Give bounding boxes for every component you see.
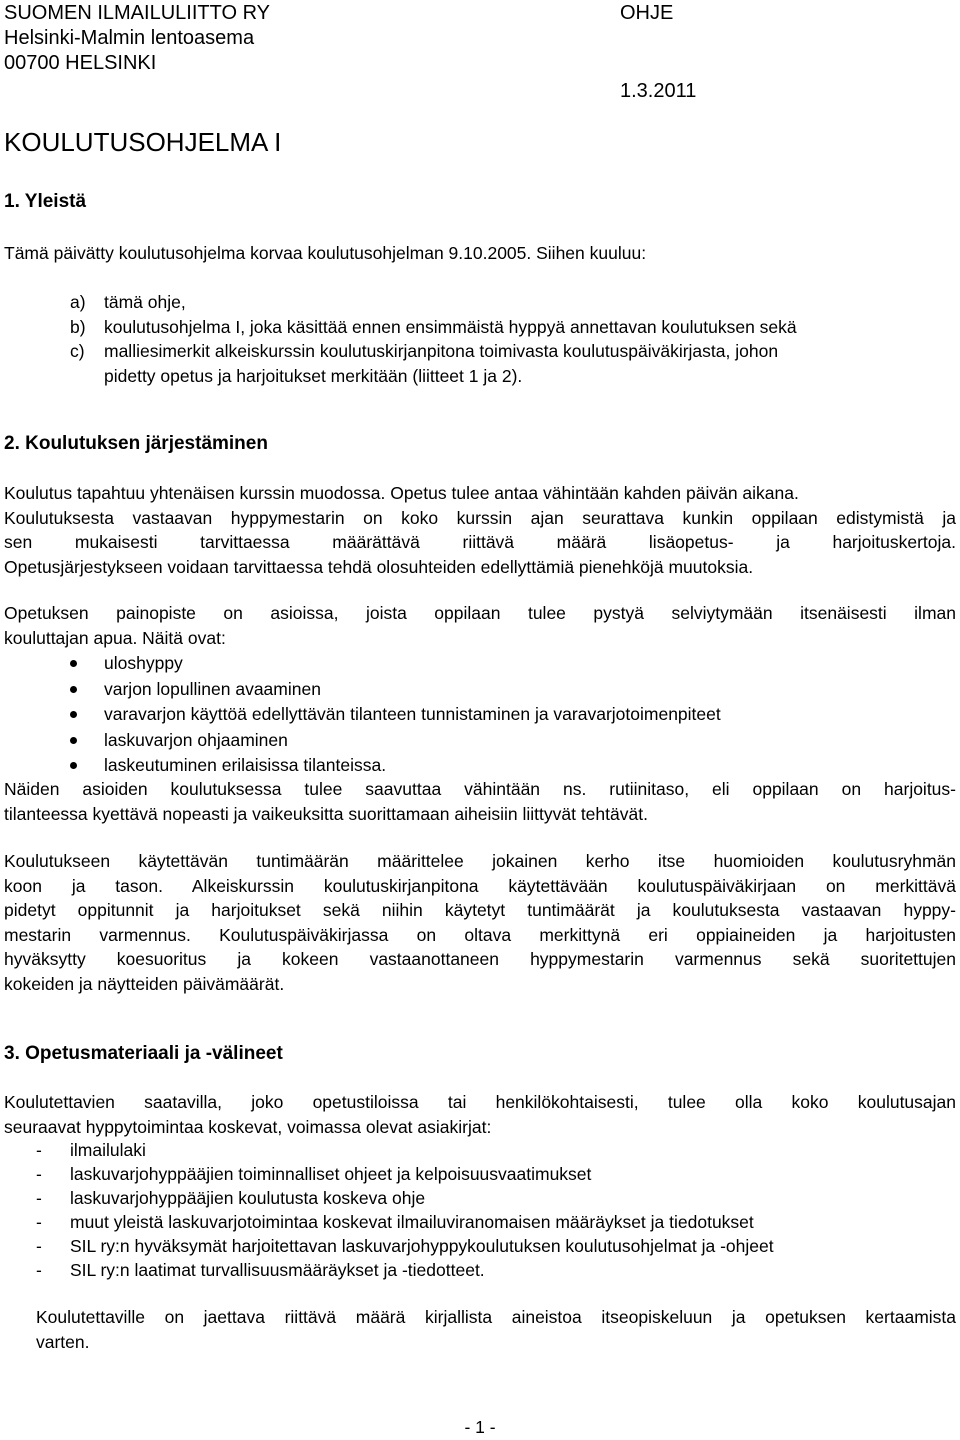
org-location: Helsinki-Malmin lentoasema [4,27,255,49]
list-item-text: varjon lopullinen avaaminen [104,678,321,699]
list-marker: b) [70,316,86,337]
section-3-heading: 3. Opetusmateriaali ja -välineet [4,1043,283,1064]
section-1-intro: Tämä päivätty koulutusohjelma korvaa koulutusohjelman 9.10.2005. Siihen kuuluu: [4,243,647,263]
list-item-text: SIL ry:n laatimat turvallisuusmääräykset ja -tiedotteet. [70,1260,485,1280]
text-line: seuraavat hyppytoimintaa koskevat, voimassa olevat asiakirjat: [4,1116,492,1137]
text-line: Koulutukseen käytettävän tuntimäärän määrittelee jokainen kerho itse huomioiden koulutusryhmän [4,851,956,871]
dash-marker: - [36,1164,42,1184]
list-item-text: laskuvarjohyppääjien koulutusta koskeva ohje [70,1188,426,1208]
text-line: tilanteessa kyettävä nopeasti ja vaikeuksitta suorittamaan aiheisiin liittyvät tehtävät. [4,803,648,824]
bullet-icon [70,711,77,718]
text-line: mestarin varmennus. Koulutuspäiväkirjassa on oltava merkittynä eri oppiaineiden ja harjoitusten [4,924,956,945]
organization-address [4,1,270,76]
text-line: Koulutettavien saatavilla, joko opetustiloissa tai henkilökohtaisesti, tulee olla koko koulutusajan [4,1092,956,1112]
text-line: Koulutus tapahtuu yhtenäisen kurssin muodossa. Opetus tulee antaa vähintään kahden päivän aikana. [4,483,799,503]
bullet-icon [70,762,77,769]
list-item [4,1210,956,1234]
text-line: varten. [36,1331,90,1352]
list-item-text: muut yleistä laskuvarjotoimintaa koskevat ilmailuviranomaisen määräykset ja tiedotukset [70,1212,754,1232]
dash-marker: - [36,1212,42,1232]
text-line: Näiden asioiden koulutuksessa tulee saavuttaa vähintään ns. rutiinitaso, eli oppilaan on harjoitus- [4,779,956,799]
text-line: Opetusjärjestykseen voidaan tarvittaessa tehdä olosuhteiden edellyttämiä pienehköjä muutoksia. [4,556,754,577]
list-item [4,1186,956,1210]
list-item [4,1138,956,1162]
list-marker: c) [70,341,85,361]
list-item [4,1258,956,1282]
org-postal: 00700 HELSINKI [4,52,157,74]
list-item [4,702,956,728]
list-item [4,339,956,388]
section-2-paragraph-3 [4,777,956,826]
text-line: sen mukaisesti tarvittaessa määrättävä riittävä määrä lisäopetus- ja harjoituskertoja. [4,532,956,552]
list-item-text: tämä ohje, [104,292,186,312]
list-item [4,290,956,315]
dash-marker: - [36,1236,42,1256]
section-1-heading: 1. Yleistä [4,191,87,212]
section-3-paragraph-2 [36,1305,956,1354]
text-line: kouluttajan apua. Näitä ovat: [4,627,226,648]
list-item-text-cont: pidetty opetus ja harjoitukset merkitään (liitteet 1 ja 2). [104,365,523,386]
list-item-text: malliesimerkit alkeiskurssin koulutuskirjanpitona toimivasta koulutuspäiväkirjasta, johon [104,341,779,361]
list-item-text: laskeutuminen erilaisissa tilanteissa. [104,755,387,775]
list-item-text: SIL ry:n hyväksymät harjoitettavan laskuvarjohyppykoulutuksen koulutusohjelmat ja -ohjeet [70,1236,774,1256]
text-line: hyväksytty koesuoritus ja kokeen vastaanottaneen hyppymestarin varmennus sekä suoritettujen [4,949,956,969]
org-name: SUOMEN ILMAILULIITTO RY [4,2,270,24]
section-3-paragraph-1 [4,1090,956,1139]
bullet-icon [70,737,77,744]
section-2-heading: 2. Koulutuksen järjestäminen [4,433,268,454]
section-2-bullet-list [4,651,956,779]
bullet-icon [70,686,77,693]
list-item [4,728,956,754]
text-line: kokeiden ja näytteiden päivämäärät. [4,973,285,994]
list-item-text: uloshyppy [104,653,183,673]
list-item-text: laskuvarjohyppääjien toiminnalliset ohjeet ja kelpoisuusvaatimukset [70,1164,592,1184]
text-line: koon ja tason. Alkeiskurssin koulutuskirjanpitona käytettävään koulutuspäiväkirjaan on merkittävä [4,875,956,896]
list-item-text: koulutusohjelma I, joka käsittää ennen ensimmäistä hyppyä annettavan koulutuksen sekä [104,316,797,337]
list-item [4,315,956,340]
section-1-list [4,290,956,388]
list-item [4,753,956,779]
dash-marker: - [36,1188,42,1208]
dash-marker: - [36,1140,42,1160]
text-line: Opetuksen painopiste on asioissa, joista oppilaan tulee pystyä selviytymään itsenäisesti ilman [4,603,956,623]
section-3-document-list [4,1138,956,1282]
bullet-icon [70,660,77,667]
text-line: Koulutuksesta vastaavan hyppymestarin on koko kurssin ajan seurattava kunkin oppilaan edistymistä ja [4,507,956,528]
text-line: Koulutettaville on jaettava riittävä määrä kirjallista aineistoa itseopiskeluun ja opetuksen kertaamista [36,1307,956,1327]
list-item-text: laskuvarjon ohjaaminen [104,729,288,750]
dash-marker: - [36,1260,42,1280]
section-2-paragraph-4 [4,849,956,996]
text-line: pidetyt oppitunnit ja harjoitukset sekä niihin käytetyt tuntimäärät ja koulutuksesta vastaavan hyppy- [4,900,956,920]
document-date: 1.3.2011 [620,80,697,102]
list-item-text: varavarjon käyttöä edellyttävän tilanteen tunnistaminen ja varavarjotoimenpiteet [104,704,721,724]
list-marker: a) [70,292,86,312]
list-item [4,651,956,677]
list-item [4,1162,956,1186]
list-item [4,677,956,703]
section-2-paragraph-1 [4,481,956,579]
document-title: KOULUTUSOHJELMA I [4,127,282,157]
list-item-text: ilmailulaki [70,1140,146,1160]
document-type: OHJE [620,2,674,24]
list-item [4,1234,956,1258]
section-2-paragraph-2 [4,601,956,650]
page-number: - 1 - [464,1417,496,1437]
